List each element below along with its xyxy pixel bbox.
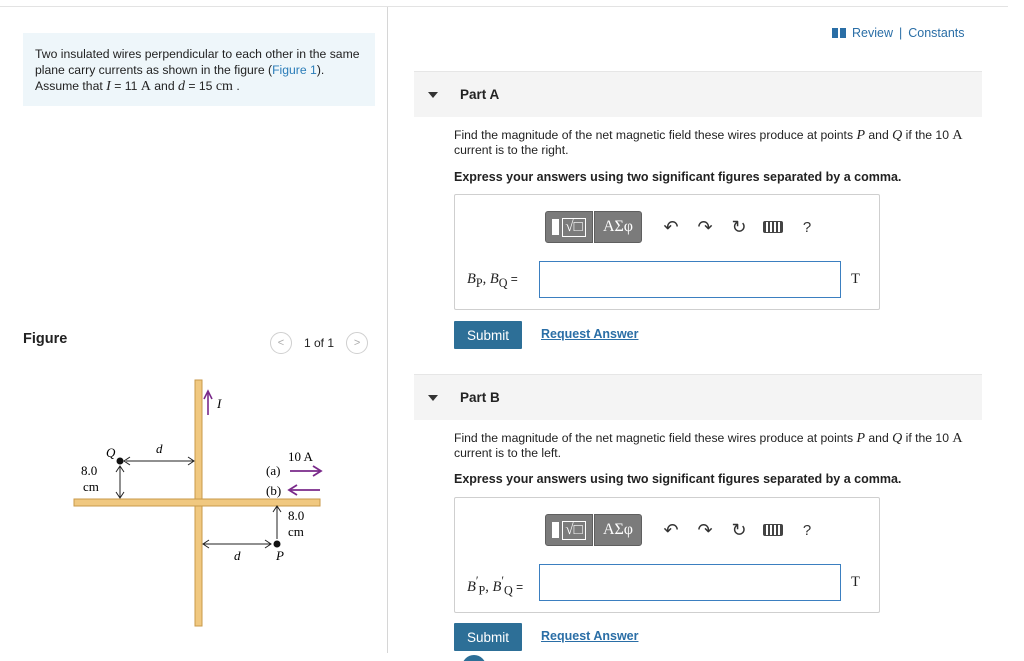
label-B-Q: B [492, 578, 502, 595]
label-B-Q: B [489, 271, 499, 287]
part-b-question [454, 431, 989, 461]
qa-Q: Q [892, 128, 903, 143]
keyboard-icon [763, 524, 783, 536]
label-current: 10 A [288, 449, 313, 464]
label-equals: = [507, 272, 518, 286]
part-b-answer-box [454, 497, 880, 613]
part-b-unit: T [851, 574, 860, 590]
qb-end: current is to the left. [454, 446, 562, 460]
sqrt-icon: √□ [562, 521, 585, 540]
part-a-question [454, 128, 989, 158]
label-P: P [276, 548, 284, 563]
greek-symbols-button[interactable]: ΑΣφ [594, 514, 642, 546]
keyboard-button[interactable] [756, 514, 790, 546]
part-a-answer-input[interactable] [539, 261, 841, 298]
part-a-request-answer-link[interactable]: Request Answer [541, 327, 639, 341]
text-end: . [232, 79, 240, 93]
part-b-answer-label [467, 574, 523, 599]
part-a-unit: T [851, 271, 860, 287]
qa-after: if the 10 [902, 128, 953, 142]
qa-and: and [865, 128, 893, 142]
part-b-title: Part B [460, 390, 500, 405]
collapse-triangle-icon[interactable] [428, 395, 438, 401]
sub-P: P [475, 275, 483, 290]
qb-Q: Q [892, 431, 903, 446]
label-a: (a) [266, 463, 281, 478]
sub-Q: Q [498, 275, 508, 290]
part-a-submit-button[interactable]: Submit [454, 321, 522, 349]
part-b-answer-input[interactable] [539, 564, 841, 601]
qb-P: P [856, 431, 865, 446]
qb-text: Find the magnitude of the net magnetic field these wires produce at points [454, 431, 857, 445]
pager-text: 1 of 1 [304, 336, 335, 350]
label-Q: Q [106, 445, 116, 460]
figure-pager [270, 332, 368, 354]
sqrt-icon: √□ [562, 218, 585, 237]
eq-d: = 15 [184, 79, 216, 93]
help-button[interactable]: ? [802, 521, 812, 539]
collapse-triangle-icon[interactable] [428, 92, 438, 98]
var-d: d [177, 79, 185, 94]
template-square-icon [552, 522, 559, 538]
unit-cm: cm [215, 79, 233, 94]
label-I: I [217, 396, 222, 411]
label-dist-left-unit: cm [83, 479, 99, 494]
qa-end: current is to the right. [454, 143, 569, 157]
part-b-submit-button[interactable]: Submit [454, 623, 522, 651]
prime-P: ′ [475, 574, 479, 588]
part-b-toolbar [545, 514, 824, 546]
horizontal-wire [74, 499, 320, 506]
greek-symbols-button[interactable]: ΑΣφ [594, 211, 642, 243]
qb-A: A [952, 431, 963, 446]
book-icon [832, 28, 846, 38]
reset-icon[interactable]: ↻ [731, 519, 747, 540]
qa-text: Find the magnitude of the net magnetic field these wires produce at points [454, 128, 857, 142]
wires-figure [70, 375, 360, 635]
label-comma: , [482, 271, 490, 287]
problem-statement [23, 33, 375, 106]
templates-button[interactable] [545, 211, 593, 243]
figure-link[interactable]: Figure 1 [272, 63, 317, 77]
point-P [274, 541, 281, 548]
part-b-request-answer-link[interactable]: Request Answer [541, 629, 639, 643]
qa-P: P [856, 128, 865, 143]
redo-icon[interactable]: ↷ [697, 519, 713, 540]
eq-I: = 11 [110, 79, 141, 93]
constants-link[interactable]: Constants [908, 26, 965, 40]
top-rule [0, 6, 1008, 7]
qb-and: and [865, 431, 893, 445]
label-b: (b) [266, 483, 282, 498]
review-constants-bar [832, 26, 965, 40]
label-dist-bottom-unit: cm [288, 524, 304, 539]
text-and: and [150, 79, 178, 93]
label-B-P: B [467, 578, 476, 595]
label-dist-bottom: 8.0 [288, 508, 305, 523]
problem-text-mid: ). Assume that [35, 63, 325, 93]
reset-icon[interactable]: ↻ [731, 216, 747, 237]
part-a-title: Part A [460, 87, 500, 102]
label-equals: = [512, 579, 524, 594]
sub-P: P [478, 583, 486, 598]
review-separator: | [899, 26, 903, 40]
part-a-answer-box [454, 194, 880, 310]
part-a-instruction: Express your answers using two significant figures separated by a comma. [454, 170, 902, 184]
keyboard-button[interactable] [756, 211, 790, 243]
undo-icon[interactable]: ↶ [663, 216, 679, 237]
prime-Q: ′ [501, 574, 504, 588]
label-dist-left: 8.0 [81, 463, 98, 478]
part-b-header[interactable] [414, 374, 982, 420]
figure-heading: Figure [23, 331, 68, 347]
feedback-bubble-icon[interactable] [462, 655, 486, 661]
next-figure-button[interactable]: > [346, 332, 368, 354]
part-a-answer-label [467, 271, 518, 291]
help-button[interactable]: ? [802, 218, 812, 236]
label-B-P: B [467, 271, 476, 287]
review-link[interactable]: Review [852, 26, 893, 40]
point-Q [117, 458, 124, 465]
qb-after: if the 10 [902, 431, 953, 445]
qa-A: A [952, 128, 963, 143]
undo-icon[interactable]: ↶ [663, 519, 679, 540]
redo-icon[interactable]: ↷ [697, 216, 713, 237]
keyboard-icon [763, 221, 783, 233]
var-I: I [106, 79, 111, 94]
template-square-icon [552, 219, 559, 235]
label-d-top: d [156, 441, 163, 456]
prev-figure-button[interactable]: < [270, 332, 292, 354]
unit-A: A [140, 79, 151, 94]
sub-Q: Q [504, 583, 513, 598]
part-a-toolbar [545, 211, 824, 243]
part-b-instruction: Express your answers using two significant figures separated by a comma. [454, 472, 902, 486]
label-comma: , [485, 578, 493, 595]
templates-button[interactable] [545, 514, 593, 546]
label-d-bottom: d [234, 548, 241, 563]
column-divider [387, 7, 388, 653]
part-a-header[interactable] [414, 71, 982, 117]
problem-text: Two insulated wires perpendicular to each other in the same plane carry currents as shown in the figure ( [35, 47, 360, 77]
